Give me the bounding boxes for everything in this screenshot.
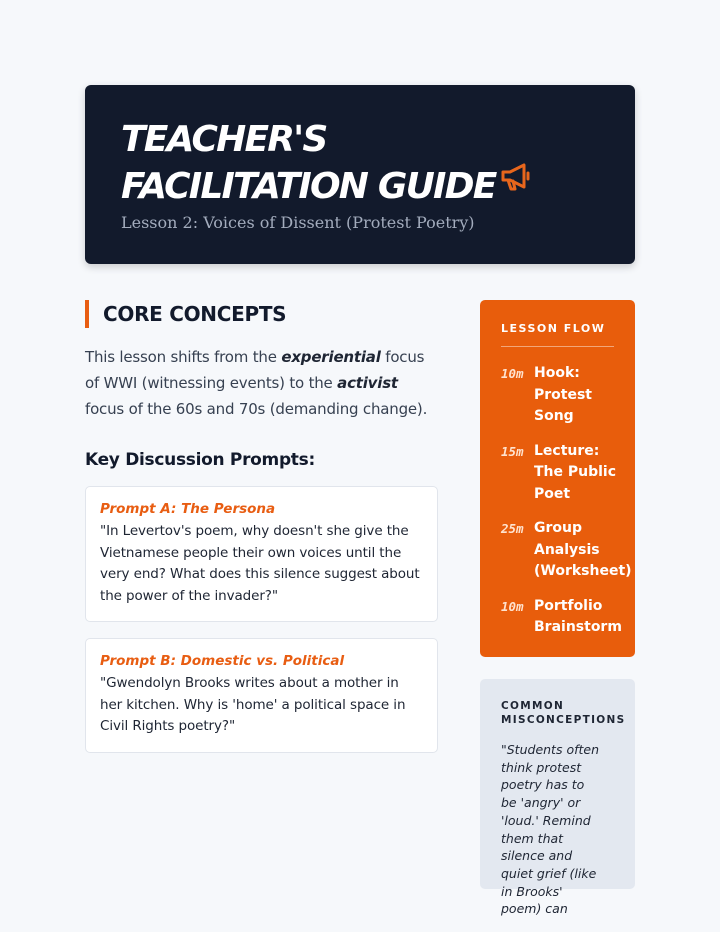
list-item (501, 596, 621, 639)
prompt-card-a (85, 486, 438, 622)
misconceptions-text: "Students often think protest poetry has to be 'angry' or 'loud.' Remind them that silence and quiet grief (like in Brooks' poem) can (501, 742, 600, 917)
intro-paragraph (85, 344, 438, 422)
prompt-title: Prompt A: The Persona (100, 501, 276, 517)
intro-emphasis-activist: activist (337, 374, 398, 392)
title-line-2-text: FACILITATION GUIDE (121, 166, 496, 207)
flow-label: Group Analysis (Worksheet) (534, 520, 632, 579)
flow-time: 10m (501, 366, 524, 381)
flow-time: 25m (501, 521, 524, 536)
prompts-heading: Key Discussion Prompts: (85, 450, 315, 470)
intro-text-2: focus of WWI (witnessing events) to the (85, 348, 425, 392)
page-subtitle: Lesson 2: Voices of Dissent (Protest Poetry) (121, 213, 475, 232)
prompt-card-b (85, 638, 438, 753)
flow-label: Lecture: The Public Poet (534, 442, 617, 502)
intro-emphasis-experiential: experiential (281, 348, 381, 366)
flow-time: 15m (501, 443, 524, 459)
megaphone-icon (500, 160, 532, 201)
flow-label: Hook: Protest Song (534, 365, 592, 424)
prompt-title: Prompt B: Domestic vs. Political (100, 653, 345, 669)
title-line-2 (121, 160, 635, 207)
lesson-flow-title: LESSON FLOW (501, 322, 614, 347)
core-concepts-heading: CORE CONCEPTS (85, 300, 438, 328)
intro-text-3: focus of the 60s and 70s (demanding change). (85, 400, 428, 418)
title-line-1: TEACHER'S (121, 119, 327, 160)
prompt-text: "In Levertov's poem, why doesn't she give the Vietnamese people their own voices until the very end? What does this silence suggest about the power of the invader?" (100, 523, 420, 604)
list-item (501, 441, 621, 506)
list-item (501, 518, 632, 583)
intro-text-1: This lesson shifts from the (85, 348, 282, 366)
lesson-flow-panel (480, 300, 635, 657)
flow-label: Portfolio Brainstorm (534, 597, 622, 635)
main-content (85, 300, 438, 753)
page-title (121, 119, 635, 207)
flow-time: 10m (501, 598, 524, 614)
misconceptions-title: COMMON MISCONCEPTIONS (501, 700, 626, 726)
header-banner (85, 85, 635, 264)
list-item (501, 363, 621, 428)
lesson-flow-list (501, 363, 632, 639)
prompt-text: "Gwendolyn Brooks writes about a mother in her kitchen. Why is 'home' a political space in Civil Rights poetry?" (100, 675, 406, 734)
misconceptions-panel (480, 679, 635, 917)
